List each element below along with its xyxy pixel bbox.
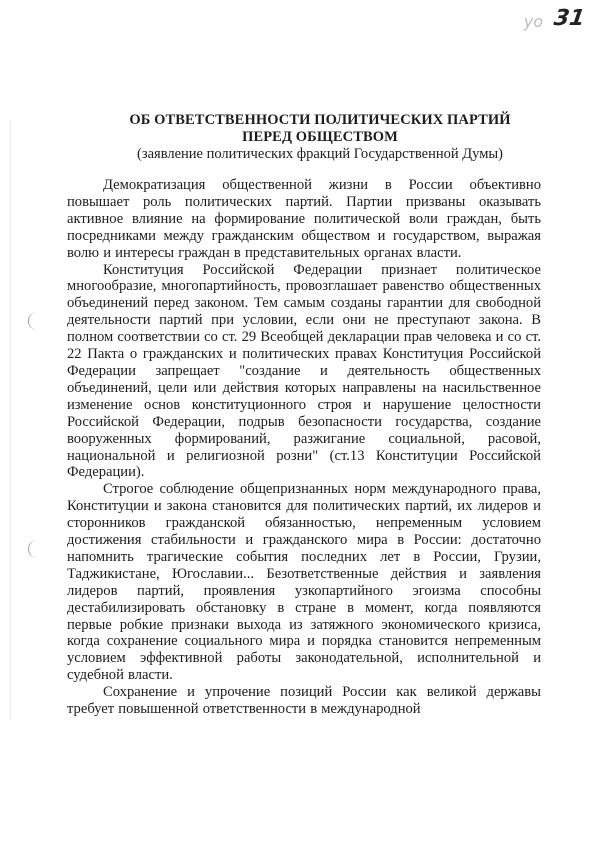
punch-hole-mark-bottom <box>28 540 41 558</box>
punch-hole-mark-top <box>28 312 41 330</box>
document-subtitle: (заявление политических фракций Государственной Думы) <box>137 146 503 162</box>
paragraph-3: Строгое соблюдение общепризнанных норм международного права, Конституции и закона становится для политических партий, их лидеров и сторонников гражданской обязанностью, непременным условием достижения стабильности и гражданского мира в России: достаточно напомнить трагические события последних лет в России, Грузии, Таджикистане, Югославии... Безответственные действия и заявления лидеров партий, проявления узкопартийного эгоизма способны дестабилизировать обстановку в стране в момент, когда появляются первые робкие признаки выхода из затяжного экономического кризиса, когда сохранение социального мира и порядка становится непременным условием эффективной работы законодательной, исполнительной и судебной власти. <box>67 481 541 684</box>
faint-handwritten-note: уо <box>523 12 543 31</box>
paragraph-4: Сохранение и упрочение позиций России как великой державы требует повышенной ответственности в международной <box>67 684 541 718</box>
paragraph-1: Демократизация общественной жизни в России объективно повышает роль политических партий. Партии призваны оказывать активное влияние на формирование политической воли граждан, быть посредниками между гражданским обществом и государством, выражая волю и интересы граждан в представительных органах власти. <box>67 177 541 261</box>
document-body <box>67 177 541 718</box>
document-header <box>60 112 580 163</box>
document-title-line-2: ПЕРЕД ОБЩЕСТВОМ <box>242 129 398 145</box>
paragraph-2: Конституция Российской Федерации признает политическое многообразие, многопартийность, провозглашает равенство общественных объединений перед законом. Тем самым созданы гарантии для свободной деятельности партий при условии, если они не преступают закона. В полном соответствии со ст. 29 Всеобщей декларации прав человека и со ст. 22 Пакта о гражданских и политических правах Конституция Российской Федерации запрещает "создание и деятельность общественных объединений, цели или действия которых направлены на насильственное изменение основ конституционного строя и нарушение целостности Российской Федерации, подрыв безопасности государства, создание вооруженных формирований, разжигание социальной, расовой, национальной и религиозной розни" (ст.13 Конституции Российской Федерации). <box>67 261 541 481</box>
handwritten-page-number: 31 <box>552 6 587 31</box>
scan-edge-shadow <box>10 120 11 720</box>
document-title-line-1: ОБ ОТВЕТСТВЕННОСТИ ПОЛИТИЧЕСКИХ ПАРТИЙ <box>129 112 511 128</box>
